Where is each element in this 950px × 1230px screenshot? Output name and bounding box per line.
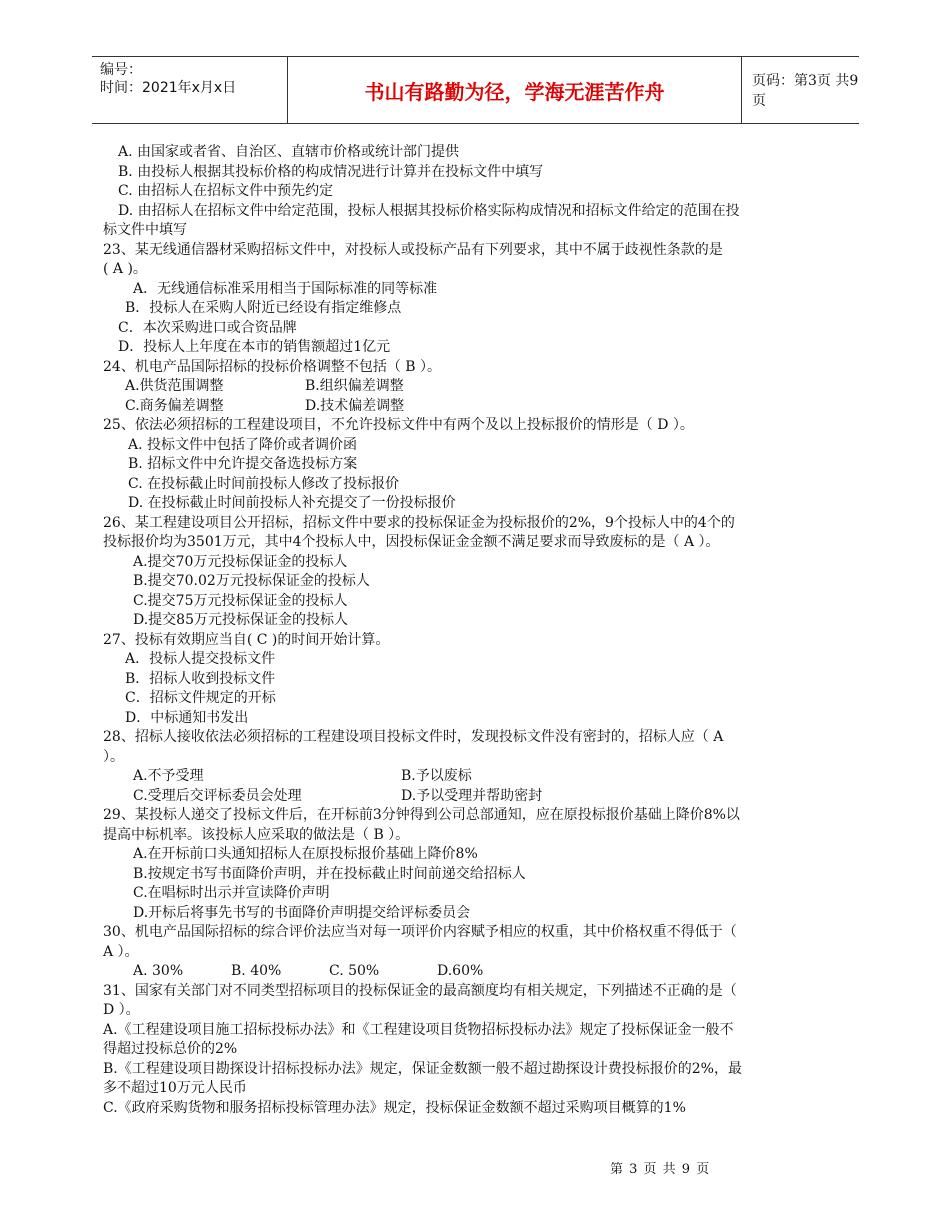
text-line: 多不超过10万元人民币 [103,1080,247,1096]
option-item: C. 50% [329,963,380,979]
option-item: B.组织偏差调整 [305,378,404,394]
question-27: 27、投标有效期应当自( C )的时间开始计算。 [103,631,390,648]
q28-options-row [103,767,851,787]
text-line: A ）。 [103,943,139,960]
option-line: A．无线通信标准采用相当于国际标准的同等标准 [133,280,438,297]
option-line: A. 投标文件中包括了降价或者调价函 [128,436,358,453]
option-line: B．招标人收到投标文件 [125,670,276,687]
question-26: 26、某工程建设项目公开招标，招标文件中要求的投标保证金为投标报价的2%，9个投标人中的4个的 [103,514,735,531]
option-line: B. 招标文件中允许提交备选投标方案 [128,456,358,472]
option-item: A. 30% [133,963,184,979]
option-line: B.按规定书写书面降价声明，并在投标截止时间前递交给招标人 [133,865,526,882]
question-28: 28、招标人接收依法必须招标的工程建设项目投标文件时，发现投标文件没有密封的，招标人应（ A [103,729,724,745]
text-line: C. 由招标人在招标文件中预先约定 [118,183,334,199]
header-page-label: 页码：第3页 共9页 [752,73,859,109]
q30-options-row [103,962,851,982]
option-line: D.开标后将事先书写的书面降价声明提交给评标委员会 [133,904,471,921]
document-body [103,143,851,1118]
option-item: B.予以废标 [401,768,472,784]
option-line: C.提交75万元投标保证金的投标人 [133,592,348,609]
option-item: C.商务偏差调整 [125,397,224,414]
option-item: D.技术偏差调整 [305,397,405,414]
option-item: C.受理后交评标委员会处理 [133,787,302,804]
question-29: 29、某投标人递交了投标文件后，在开标前3分钟得到公司总部通知，应在原投标报价基础上降价8%以 [103,807,740,823]
text-line: 提高中标机率。该投标人应采取的做法是（ B ）。 [103,826,410,843]
text-line: 得超过投标总价的2% [103,1041,238,1057]
option-line: C．本次采购进口或合资品牌 [118,319,297,336]
option-line: A.在开标前口头通知招标人在原投标报价基础上降价8% [133,846,478,862]
option-item: B. 40% [231,963,282,979]
text-line: ( A )。 [103,261,147,277]
time-label: 时间：2021年x月x日 [100,80,237,96]
number-label: 编号： [100,62,142,78]
text-line: 投标报价均为3501万元，其中4个投标人中，因投标保证金金额不满足要求而导致废标的是（ A ）。 [103,534,720,550]
text-line: ）。 [103,748,124,765]
option-line: D.提交85万元投标保证金的投标人 [133,612,348,628]
option-item: D.予以受理并帮助密封 [401,787,543,804]
option-item: A.不予受理 [133,768,204,784]
option-line: B．投标人在采购人附近已经设有指定维修点 [125,300,402,316]
option-line: A．投标人提交投标文件 [125,651,276,667]
option-line: A.提交70万元投标保证金的投标人 [133,553,348,570]
text-line: A.《工程建设项目施工招标投标办法》和《工程建设项目货物招标投标办法》规定了投标保证金一般不 [103,1021,734,1038]
text-line: C.《政府采购货物和服务招标投标管理办法》规定，投标保证金数额不超过采购项目概算的1% [103,1099,686,1116]
option-line: B.提交70.02万元投标保证金的投标人 [133,573,370,589]
option-line: D. 在投标截止时间前投标人补充提交了一份投标报价 [128,495,456,511]
page-header [92,56,859,124]
option-line: D．中标通知书发出 [125,709,249,726]
page-footer: 第 3 页 共 9 页 [610,1162,711,1177]
option-line: D．投标人上年度在本市的销售额超过1亿元 [118,339,391,355]
q24-options-row [103,397,851,417]
option-item: D.60% [437,963,484,979]
question-23: 23、某无线通信器材采购招标文件中，对投标人或投标产品有下列要求，其中不属于歧视性条款的是 [103,241,723,258]
question-30: 30、机电产品国际招标的综合评价法应当对每一项评价内容赋予相应的权重，其中价格权重不得低于（ [103,924,737,940]
option-line: C. 在投标截止时间前投标人修改了投标报价 [128,475,400,492]
text-line: D. 由招标人在招标文件中给定范围，投标人根据其投标价格实际构成情况和招标文件给定的范围在投 [118,202,740,219]
header-motto: 书山有路勤为径，学海无涯苦作舟 [287,57,742,123]
option-line: C．招标文件规定的开标 [125,690,276,706]
option-line: C.在唱标时出示并宣读降价声明 [133,885,330,901]
question-31: 31、国家有关部门对不同类型招标项目的投标保证金的最高额度均有相关规定，下列描述不正确的是（ [103,982,737,999]
text-line: B. 由投标人根据其投标价格的构成情况进行计算并在投标文件中填写 [118,163,544,180]
q24-options-row [103,377,851,397]
text-line: D ）。 [103,1002,140,1018]
question-25: 25、依法必须招标的工程建设项目，不允许投标文件中有两个及以上投标报价的情形是（ D ）。 [103,417,694,433]
q28-options-row [103,787,851,807]
text-line: 标文件中填写 [103,222,187,238]
text-line: B.《工程建设项目勘探设计招标投标办法》规定，保证金数额一般不超过勘探设计费投标报价的2%，最 [103,1060,742,1077]
header-meta [92,57,287,123]
question-24: 24、机电产品国际招标的投标价格调整不包括（ B ）。 [103,358,442,375]
text-line: A. 由国家或者省、自治区、直辖市价格或统计部门提供 [118,144,460,160]
option-item: A.供货范围调整 [125,378,224,394]
